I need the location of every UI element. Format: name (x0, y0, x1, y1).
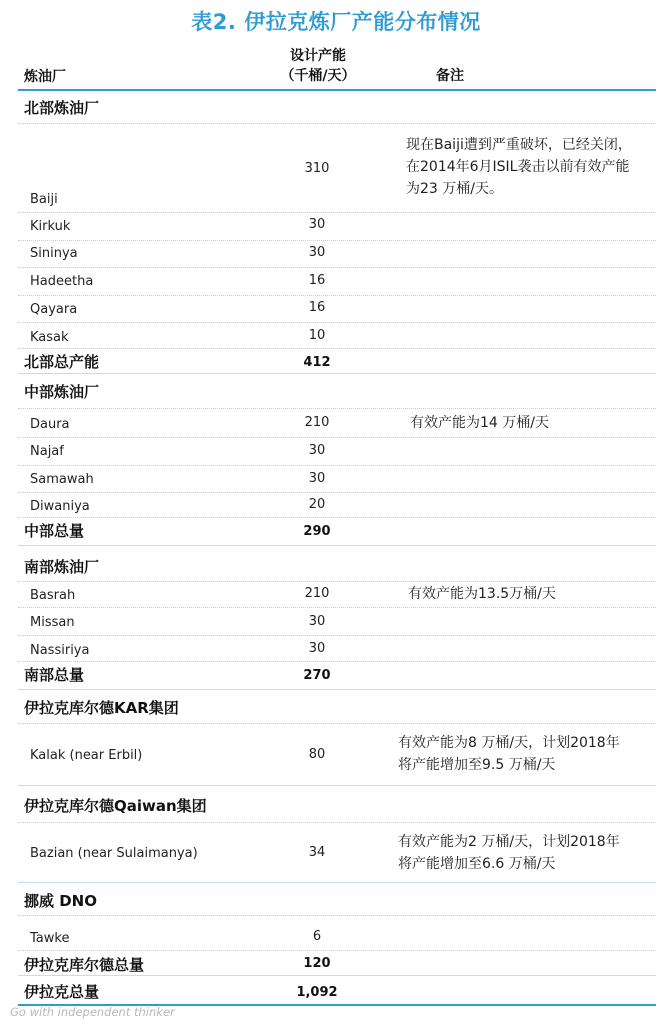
refinery-name: Daura (30, 417, 70, 432)
note-line: 在2014年6月ISIL袭击以前有效产能 (406, 159, 630, 175)
refinery-capacity: 20 (308, 497, 326, 512)
row-divider (18, 492, 656, 493)
section-divider (18, 689, 656, 690)
total-label-kurd: 伊拉克库尔德总量 (24, 956, 145, 974)
refinery-name: Kalak (near Erbil) (30, 748, 143, 763)
row-divider (18, 465, 656, 466)
refinery-capacity: 80 (308, 747, 326, 762)
row-divider (18, 822, 656, 823)
refinery-capacity: 30 (308, 443, 326, 458)
header-divider (18, 89, 656, 91)
note-line: 有效产能为2 万桶/天，计划2018年 (398, 834, 620, 850)
total-label-iraq: 伊拉克总量 (24, 983, 100, 1001)
refinery-name: Missan (30, 615, 75, 630)
column-header-refinery: 炼油厂 (24, 69, 66, 85)
row-divider (18, 581, 656, 582)
refinery-capacity: 30 (308, 217, 326, 232)
table-title: 表2. 伊拉克炼厂产能分布情况 (191, 10, 481, 34)
note-line: 将产能增加至9.5 万桶/天 (398, 757, 556, 773)
group-title-dno: 挪威 DNO (24, 892, 97, 910)
total-label-north: 北部总产能 (24, 353, 100, 371)
row-divider (18, 915, 656, 916)
group-title-qaiwan: 伊拉克库尔德Qaiwan集团 (24, 797, 207, 815)
section-divider (18, 882, 656, 883)
note-line: 将产能增加至6.6 万桶/天 (398, 856, 556, 872)
section-divider (18, 545, 656, 546)
refinery-name: Kasak (30, 330, 69, 345)
refinery-note (398, 732, 620, 776)
refinery-capacity: 210 (304, 586, 330, 601)
total-label-central: 中部总量 (24, 522, 85, 540)
note-line: 为23 万桶/天。 (406, 181, 503, 197)
refinery-capacity: 30 (308, 245, 326, 260)
row-divider (18, 212, 656, 213)
row-divider (18, 950, 656, 951)
row-divider (18, 607, 656, 608)
column-header-capacity (268, 46, 368, 86)
row-divider (18, 348, 656, 349)
refinery-note (398, 831, 620, 875)
refinery-capacity: 30 (308, 641, 326, 656)
refinery-capacity: 310 (304, 161, 330, 176)
refinery-name: Bazian (near Sulaimanya) (30, 846, 198, 861)
row-divider (18, 723, 656, 724)
refinery-capacity: 6 (312, 929, 322, 944)
total-label-south: 南部总量 (24, 666, 85, 684)
row-divider (18, 635, 656, 636)
total-value-iraq: 1,092 (296, 985, 338, 1000)
refinery-name: Kirkuk (30, 219, 71, 234)
refinery-name: Najaf (30, 444, 64, 459)
refinery-name: Nassiriya (30, 643, 90, 658)
refinery-name: Baiji (30, 192, 58, 207)
row-divider (18, 267, 656, 268)
group-title-kar: 伊拉克库尔德KAR集团 (24, 699, 179, 717)
refinery-capacity: 30 (308, 614, 326, 629)
refinery-capacity: 210 (304, 415, 330, 430)
refinery-capacity: 16 (308, 273, 326, 288)
section-divider (18, 785, 656, 786)
total-value-north: 412 (303, 355, 331, 370)
row-divider (18, 123, 656, 124)
section-divider (18, 373, 656, 374)
row-divider (18, 437, 656, 438)
group-title-north: 北部炼油厂 (24, 99, 100, 117)
total-value-central: 290 (303, 524, 331, 539)
row-divider (18, 661, 656, 662)
watermark: Go with independent thinker (10, 1005, 175, 1019)
total-value-south: 270 (303, 668, 331, 683)
row-divider (18, 240, 656, 241)
refinery-name: Qayara (30, 302, 78, 317)
group-title-central: 中部炼油厂 (24, 383, 100, 401)
refinery-note: 有效产能为13.5万桶/天 (408, 586, 556, 602)
refinery-capacity: 16 (308, 300, 326, 315)
refinery-name: Basrah (30, 588, 76, 603)
row-divider (18, 517, 656, 518)
group-title-south: 南部炼油厂 (24, 558, 100, 576)
note-line: 有效产能为8 万桶/天，计划2018年 (398, 735, 620, 751)
refinery-name: Hadeetha (30, 274, 94, 289)
row-divider (18, 295, 656, 296)
refinery-name: Diwaniya (30, 499, 90, 514)
note-line: 现在Baiji遭到严重破坏，已经关闭， (406, 137, 632, 153)
column-header-capacity-line2: （千桶/天） (280, 68, 356, 84)
total-value-kurd: 120 (303, 956, 331, 971)
refinery-name: Sininya (30, 246, 78, 261)
refinery-note (406, 134, 632, 200)
refinery-capacity: 10 (308, 328, 326, 343)
row-divider (18, 322, 656, 323)
column-header-note: 备注 (436, 68, 464, 84)
section-divider (18, 975, 656, 976)
row-divider (18, 408, 656, 409)
refinery-capacity: 30 (308, 471, 326, 486)
refinery-name: Tawke (30, 931, 70, 946)
refinery-note: 有效产能为14 万桶/天 (410, 415, 549, 431)
refinery-capacity: 34 (308, 845, 326, 860)
column-header-capacity-line1: 设计产能 (290, 48, 346, 64)
refinery-name: Samawah (30, 472, 94, 487)
